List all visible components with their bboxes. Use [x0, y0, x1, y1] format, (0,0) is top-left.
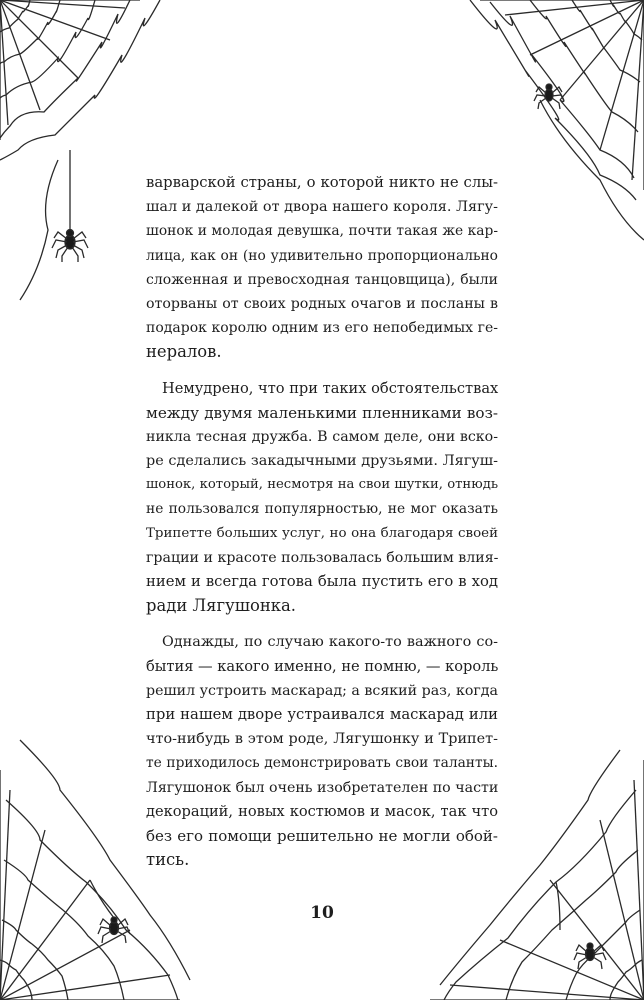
text-line: подарок королю одним из его непобедимых ге-: [146, 320, 498, 337]
text-line: при нашем дворе устраивался маскарад или: [146, 705, 498, 723]
body-text: [146, 171, 498, 884]
text-line: оторваны от своих родных очагов и посланы в: [146, 295, 498, 312]
paragraph-2: [146, 377, 498, 619]
text-line: не пользовался популярностью, не мог оказать: [146, 501, 498, 518]
text-line: сложенная и превосходная танцовщица), были: [146, 271, 498, 288]
text-line: без его помощи решительно не могли обой-: [146, 826, 498, 845]
text-line: решил устроить маскарад; а всякий раз, когда: [146, 682, 498, 699]
paragraph-3: [146, 630, 498, 872]
text-line: варварской страны, о которой никто не слы-: [146, 174, 498, 191]
text-line: те приходилось демонстрировать свои таланты.: [146, 755, 498, 772]
text-line: Немудрено, что при таких обстоятельствах: [162, 379, 499, 397]
spider-icon: [52, 230, 88, 263]
text-line: лица, как он (но удивительно пропорционально: [146, 247, 498, 264]
text-line: нием и всегда готова была пустить его в ход: [146, 573, 498, 590]
text-line: шонок и молодая девушка, почти такая же кар-: [146, 223, 498, 240]
text-line: шонок, который, несмотря на свои шутки, отнюдь: [146, 477, 498, 493]
text-line: Трипетте больших услуг, но она благодаря своей: [146, 525, 498, 541]
text-line: декораций, новых костюмов и масок, так что: [146, 802, 498, 820]
text-line: нералов.: [146, 342, 222, 362]
text-line: никла тесная дружба. В самом деле, они вско-: [146, 428, 498, 445]
text-line: грации и красоте пользовалась большим влия-: [146, 549, 499, 566]
spider-icon: [574, 943, 606, 969]
text-line: шал и далекой от двора нашего короля. Лягу-: [146, 199, 498, 216]
paragraph-1: [146, 171, 498, 365]
text-line: бытия — какого именно, не помню, — король: [146, 657, 499, 675]
spider-icon: [534, 84, 564, 109]
text-line: ради Лягушонка.: [146, 596, 296, 616]
text-line: что-нибудь в этом роде, Лягушонку и Трипет-: [146, 731, 498, 748]
text-line: ре сделались закадычными друзьями. Лягуш-: [146, 453, 498, 470]
text-line: между двумя маленькими пленниками воз-: [146, 403, 498, 422]
text-line: Однажды, по случаю какого-то важного со-: [162, 634, 498, 651]
text-line: Лягушонок был очень изобретателен по части: [146, 779, 499, 796]
page-number: 10: [310, 903, 334, 923]
text-line: тись.: [146, 850, 190, 870]
top-left-web: [0, 0, 160, 300]
